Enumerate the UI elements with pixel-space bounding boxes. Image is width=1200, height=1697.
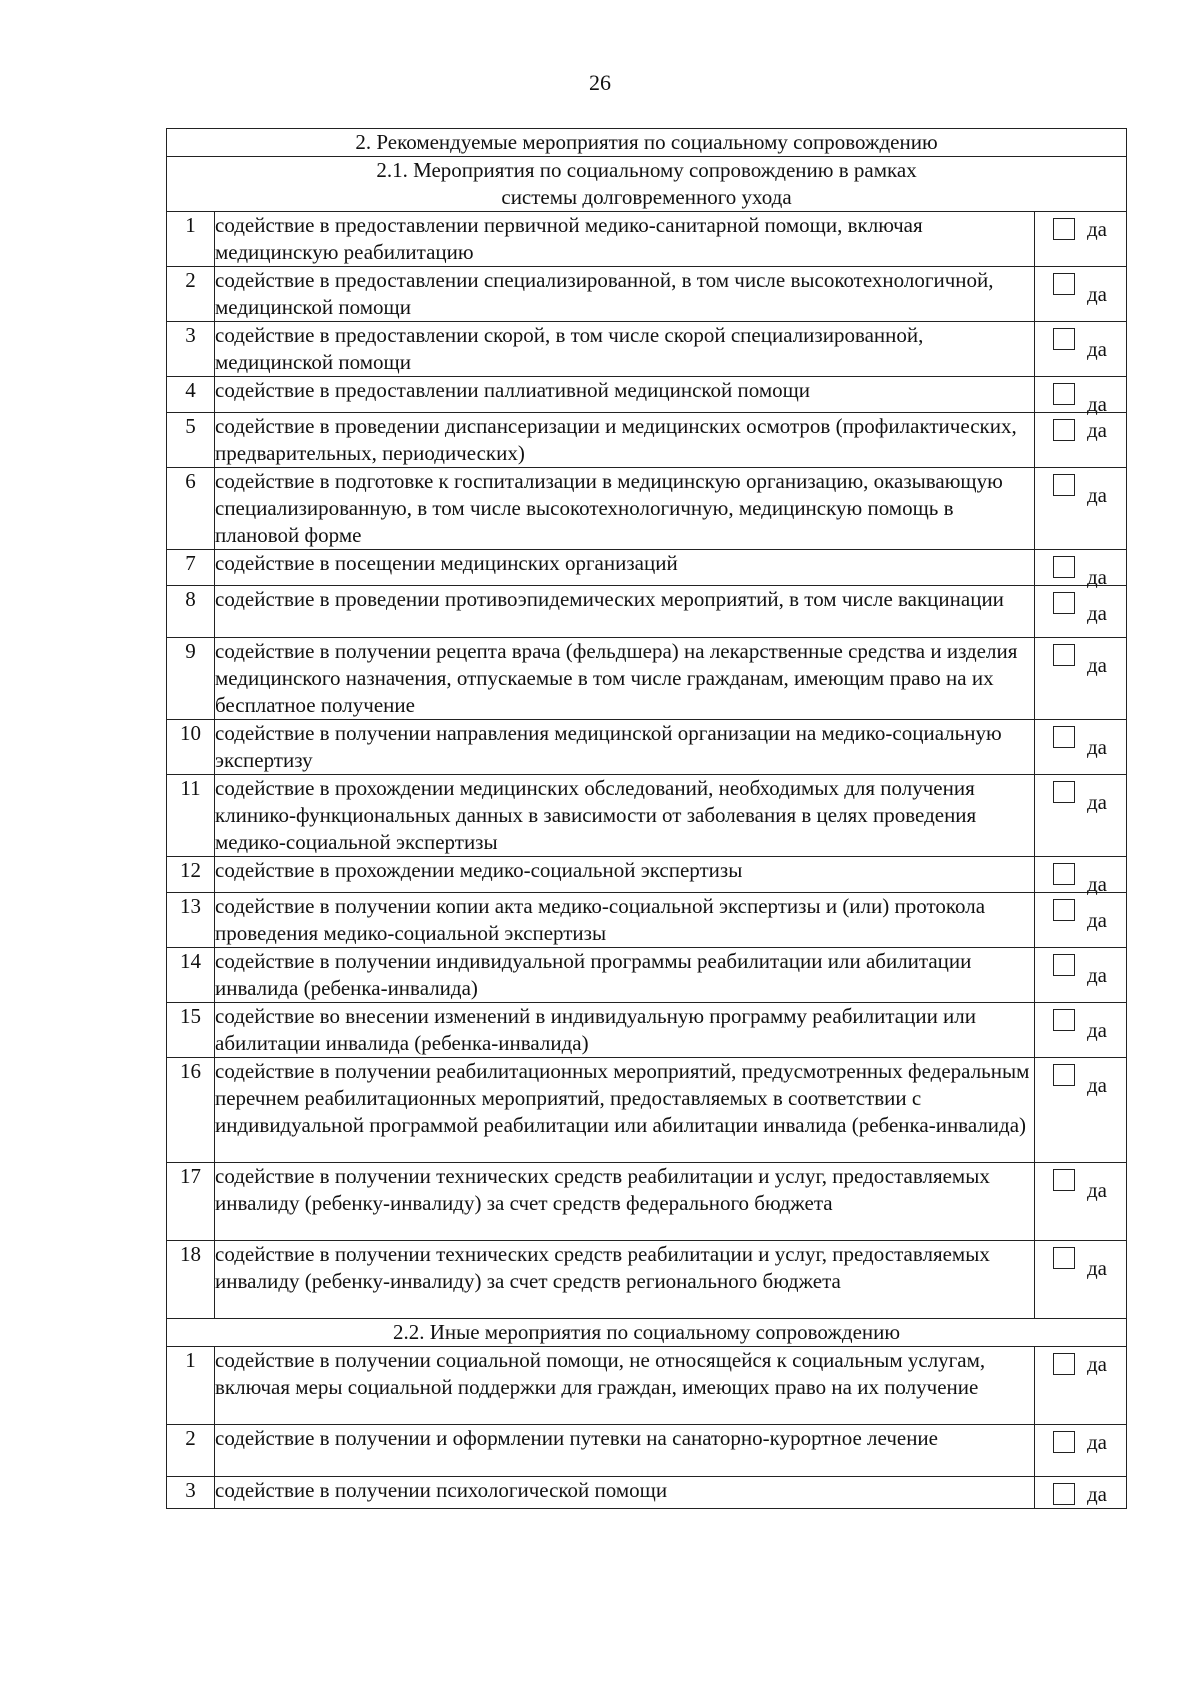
row-answer-cell xyxy=(1035,1003,1127,1058)
yes-checkbox[interactable] xyxy=(1053,781,1075,803)
row-description: содействие в получении социальной помощи, не относящейся к социальным услугам, включая меры социальной поддержки для граждан, имеющих право на их получение xyxy=(215,1347,1035,1425)
row-description: содействие в посещении медицинских организаций xyxy=(215,550,1035,586)
yes-checkbox[interactable] xyxy=(1053,1247,1075,1269)
row-description: содействие в предоставлении паллиативной медицинской помощи xyxy=(215,377,1035,413)
row-number: 2 xyxy=(167,267,215,322)
row-answer-cell xyxy=(1035,1477,1127,1509)
row-answer-cell xyxy=(1035,948,1127,1003)
row-answer-cell xyxy=(1035,212,1127,267)
row-answer-cell xyxy=(1035,1058,1127,1163)
yes-label: да xyxy=(1087,282,1108,306)
yes-label: да xyxy=(1087,872,1108,896)
yes-checkbox[interactable] xyxy=(1053,218,1075,240)
page-number: 26 xyxy=(589,70,611,95)
row-number: 3 xyxy=(167,1477,215,1509)
row-answer-cell xyxy=(1035,775,1127,857)
row-number: 17 xyxy=(167,1163,215,1241)
row-description: содействие в подготовке к госпитализации в медицинскую организацию, оказывающую специализированную, в том числе высокотехнологичную, медицинскую помощь в плановой форме xyxy=(215,468,1035,550)
table-row xyxy=(167,638,1127,720)
subsection-header-row xyxy=(167,1319,1127,1347)
row-number: 2 xyxy=(167,1425,215,1477)
table-row xyxy=(167,212,1127,267)
table-row xyxy=(167,586,1127,638)
yes-checkbox[interactable] xyxy=(1053,954,1075,976)
table-row xyxy=(167,322,1127,377)
row-description: содействие в проведении диспансеризации и медицинских осмотров (профилактических, предварительных, периодических) xyxy=(215,413,1035,468)
table-row xyxy=(167,413,1127,468)
yes-label: да xyxy=(1087,1256,1108,1280)
yes-checkbox[interactable] xyxy=(1053,474,1075,496)
subsection-title-line: системы долговременного ухода xyxy=(501,185,792,209)
table-row xyxy=(167,893,1127,948)
table-row xyxy=(167,857,1127,893)
yes-checkbox[interactable] xyxy=(1053,899,1075,921)
row-number: 16 xyxy=(167,1058,215,1163)
row-answer-cell xyxy=(1035,638,1127,720)
yes-label: да xyxy=(1087,565,1108,589)
yes-checkbox[interactable] xyxy=(1053,644,1075,666)
row-answer-cell xyxy=(1035,322,1127,377)
table-row xyxy=(167,1241,1127,1319)
table-row xyxy=(167,1347,1127,1425)
yes-checkbox[interactable] xyxy=(1053,556,1075,578)
yes-checkbox[interactable] xyxy=(1053,383,1075,405)
table-row xyxy=(167,1163,1127,1241)
row-description: содействие в проведении противоэпидемических мероприятий, в том числе вакцинации xyxy=(215,586,1035,638)
row-description: содействие в получении индивидуальной программы реабилитации или абилитации инвалида (ребенка-инвалида) xyxy=(215,948,1035,1003)
row-description: содействие во внесении изменений в индивидуальную программу реабилитации или абилитации инвалида (ребенка-инвалида) xyxy=(215,1003,1035,1058)
table-row xyxy=(167,775,1127,857)
row-description: содействие в получении технических средств реабилитации и услуг, предоставляемых инвалиду (ребенку-инвалиду) за счет средств федерального бюджета xyxy=(215,1163,1035,1241)
yes-checkbox[interactable] xyxy=(1053,1064,1075,1086)
yes-checkbox[interactable] xyxy=(1053,1169,1075,1191)
table-row xyxy=(167,720,1127,775)
social-support-table xyxy=(166,128,1127,1509)
row-description: содействие в предоставлении первичной медико-санитарной помощи, включая медицинскую реабилитацию xyxy=(215,212,1035,267)
row-answer-cell xyxy=(1035,1347,1127,1425)
yes-checkbox[interactable] xyxy=(1053,1009,1075,1031)
subsection-title-line: 2.2. Иные мероприятия по социальному сопровождению xyxy=(392,1320,901,1344)
yes-label: да xyxy=(1087,908,1108,932)
row-answer-cell xyxy=(1035,1163,1127,1241)
yes-label: да xyxy=(1087,392,1108,416)
table-row xyxy=(167,468,1127,550)
table-row xyxy=(167,1425,1127,1477)
row-number: 11 xyxy=(167,775,215,857)
yes-label: да xyxy=(1087,217,1108,241)
subsection-title xyxy=(167,1319,1127,1347)
section-title: 2. Рекомендуемые мероприятия по социальному сопровождению xyxy=(167,129,1127,157)
row-number: 10 xyxy=(167,720,215,775)
row-answer-cell xyxy=(1035,586,1127,638)
yes-label: да xyxy=(1087,1018,1108,1042)
table-row xyxy=(167,1003,1127,1058)
row-number: 13 xyxy=(167,893,215,948)
row-number: 8 xyxy=(167,586,215,638)
yes-label: да xyxy=(1087,963,1108,987)
yes-checkbox[interactable] xyxy=(1053,592,1075,614)
yes-label: да xyxy=(1087,1352,1108,1376)
row-number: 1 xyxy=(167,212,215,267)
row-answer-cell xyxy=(1035,893,1127,948)
yes-checkbox[interactable] xyxy=(1053,863,1075,885)
row-answer-cell xyxy=(1035,550,1127,589)
yes-label: да xyxy=(1087,653,1108,677)
table-row xyxy=(167,1058,1127,1163)
yes-label: да xyxy=(1087,337,1108,361)
row-answer-cell xyxy=(1035,1241,1127,1319)
row-answer-cell xyxy=(1035,857,1127,896)
row-number: 4 xyxy=(167,377,215,413)
row-number: 9 xyxy=(167,638,215,720)
row-number: 7 xyxy=(167,550,215,586)
subsection-title-line: 2.1. Мероприятия по социальному сопровождению в рамках xyxy=(376,158,917,182)
row-number: 6 xyxy=(167,468,215,550)
row-answer-cell xyxy=(1035,377,1127,416)
yes-label: да xyxy=(1087,1178,1108,1202)
row-number: 15 xyxy=(167,1003,215,1058)
table-row xyxy=(167,948,1127,1003)
yes-checkbox[interactable] xyxy=(1053,328,1075,350)
row-number: 14 xyxy=(167,948,215,1003)
yes-label: да xyxy=(1087,735,1108,759)
row-number: 12 xyxy=(167,857,215,893)
row-answer-cell xyxy=(1035,468,1127,550)
row-answer-cell xyxy=(1035,413,1127,468)
yes-checkbox[interactable] xyxy=(1053,273,1075,295)
subsection-header-row xyxy=(167,157,1127,212)
subsection-title xyxy=(167,157,1127,212)
row-description: содействие в прохождении медико-социальной экспертизы xyxy=(215,857,1035,893)
yes-label: да xyxy=(1087,483,1108,507)
row-description: содействие в получении рецепта врача (фельдшера) на лекарственные средства и изделия медицинского назначения, отпускаемые в том числе гражданам, имеющим право на их бесплатное получение xyxy=(215,638,1035,720)
yes-label: да xyxy=(1087,1482,1108,1506)
yes-label: да xyxy=(1087,418,1108,442)
row-description: содействие в предоставлении скорой, в том числе скорой специализированной, медицинской помощи xyxy=(215,322,1035,377)
row-answer-cell xyxy=(1035,267,1127,322)
yes-checkbox[interactable] xyxy=(1053,419,1075,441)
row-number: 18 xyxy=(167,1241,215,1319)
table-row xyxy=(167,550,1127,586)
row-description: содействие в получении психологической помощи xyxy=(215,1477,1035,1509)
row-number: 1 xyxy=(167,1347,215,1425)
row-description: содействие в получении и оформлении путевки на санаторно-курортное лечение xyxy=(215,1425,1035,1477)
yes-checkbox[interactable] xyxy=(1053,726,1075,748)
row-number: 3 xyxy=(167,322,215,377)
row-description: содействие в получении копии акта медико-социальной экспертизы и (или) протокола проведения медико-социальной экспертизы xyxy=(215,893,1035,948)
yes-label: да xyxy=(1087,1430,1108,1454)
yes-checkbox[interactable] xyxy=(1053,1431,1075,1453)
table-row xyxy=(167,1477,1127,1509)
section-header-row xyxy=(167,129,1127,157)
row-description: содействие в предоставлении специализированной, в том числе высокотехнологичной, медицинской помощи xyxy=(215,267,1035,322)
row-description: содействие в получении направления медицинской организации на медико-социальную экспертизу xyxy=(215,720,1035,775)
yes-checkbox[interactable] xyxy=(1053,1353,1075,1375)
row-number: 5 xyxy=(167,413,215,468)
row-answer-cell xyxy=(1035,1425,1127,1477)
yes-label: да xyxy=(1087,790,1108,814)
row-description: содействие в получении реабилитационных мероприятий, предусмотренных федеральным перечнем реабилитационных мероприятий, предоставляемых в соответствии с индивидуальной программой реабилитации или абилитации инвалида (ребенка-инвалида) xyxy=(215,1058,1035,1163)
row-answer-cell xyxy=(1035,720,1127,775)
table-row xyxy=(167,267,1127,322)
yes-label: да xyxy=(1087,1073,1108,1097)
yes-checkbox[interactable] xyxy=(1053,1483,1075,1505)
row-description: содействие в получении технических средств реабилитации и услуг, предоставляемых инвалиду (ребенку-инвалиду) за счет средств регионального бюджета xyxy=(215,1241,1035,1319)
row-description: содействие в прохождении медицинских обследований, необходимых для получения клинико-функциональных данных в зависимости от заболевания в целях проведения медико-социальной экспертизы xyxy=(215,775,1035,857)
table-row xyxy=(167,377,1127,413)
yes-label: да xyxy=(1087,601,1108,625)
